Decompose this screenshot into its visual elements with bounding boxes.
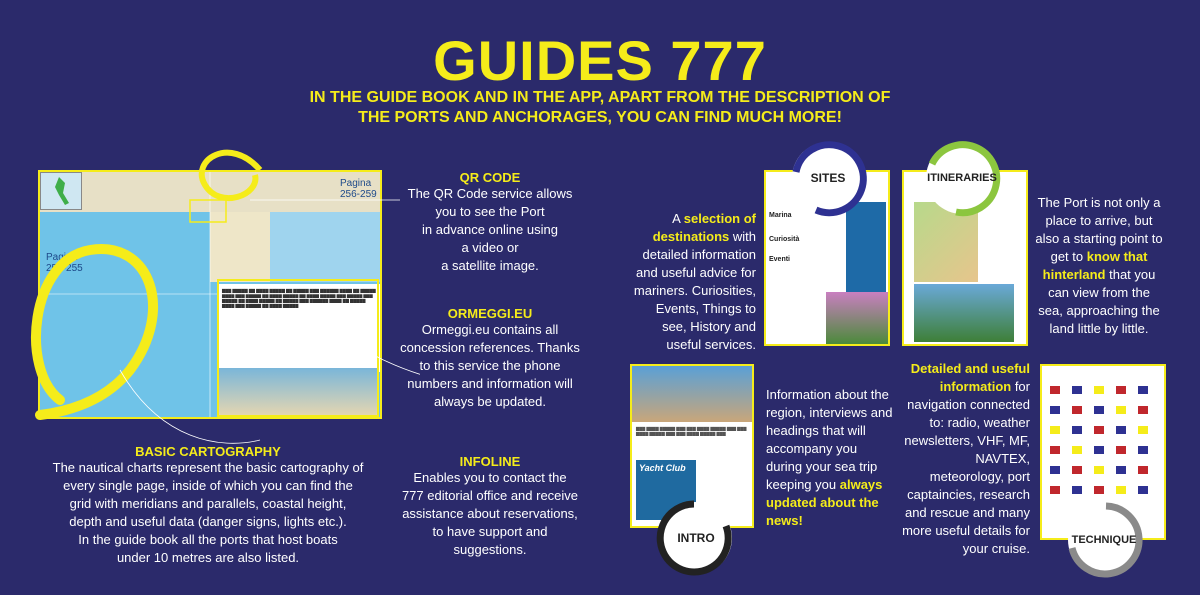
ormeggi-section xyxy=(385,306,595,411)
infoline-line: Enables you to contact the xyxy=(413,470,567,485)
cartography-line: In the guide book all the ports that host boats xyxy=(78,532,338,547)
itineraries-badge: ITINERARIES xyxy=(927,172,997,184)
qr-line: The QR Code service allows xyxy=(407,186,573,201)
cartography-line: every single page, inside of which you can find the xyxy=(63,478,353,493)
page-range: 254-255 xyxy=(46,263,83,274)
cartography-line: grid with meridians and parallels, coastal height, xyxy=(69,496,347,511)
cartography-line: The nautical charts represent the basic cartography of xyxy=(52,460,364,475)
qr-line: you to see the Port xyxy=(435,204,545,219)
ormeggi-line: Ormeggi.eu contains all xyxy=(421,322,559,337)
garden-photo xyxy=(826,292,888,344)
infoline-line: suggestions. xyxy=(453,542,527,557)
intro-badge: INTRO xyxy=(677,531,715,545)
infoline-section xyxy=(385,454,595,559)
intro-description: Information about the region, interviews and headings that will accompany you during your sea trip keeping you always updated about the news! xyxy=(766,387,893,528)
port-description-text: ▇▇▇ ▇▇▇▇▇ ▇▇ ▇▇▇▇ ▇▇▇▇▇ ▇▇ ▇▇▇▇▇ ▇▇▇ ▇▇▇▇▇▇ ▇▇▇▇ ▇▇ ▇▇▇▇▇ ▇▇▇▇ ▇▇▇ ▇▇▇▇▇ ▇▇ ▇▇▇▇ ▇▇▇▇▇ ▇▇ ▇▇▇▇ ▇▇▇▇▇ ▇▇▇ ▇▇▇▇▇ ▇▇▇ ▇▇▇▇▇ ▇▇ ▇▇▇▇ ▇▇▇▇▇ ▇▇ ▇▇▇▇▇ ▇▇▇ ▇▇▇▇▇▇ ▇▇▇▇ ▇▇ ▇▇▇▇▇ ▇▇▇▇ ▇▇▇ ▇▇▇▇▇ ▇▇ ▇▇▇▇ ▇▇▇▇▇ xyxy=(218,284,380,372)
intro-page-thumbnail: ▇▇▇ ▇▇▇▇ ▇▇▇▇▇ ▇▇▇ ▇▇▇ ▇▇▇▇ ▇▇▇▇▇ ▇▇▇ ▇▇▇ ▇▇▇▇ ▇▇▇▇▇ ▇▇▇ ▇▇▇ ▇▇▇▇ ▇▇▇▇▇ ▇▇▇ Yacht Club xyxy=(630,364,754,528)
infoline-line: 777 editorial office and receive xyxy=(401,488,579,503)
landscape-photo xyxy=(914,284,1014,342)
sites-description: A selection of destinations with detailed information and useful advice for mariners. Curiosities, Events, Things to see, History and useful services. xyxy=(633,211,756,352)
page-word: Curiosità xyxy=(769,236,800,243)
yacht-club-box: Yacht Club xyxy=(636,460,696,520)
qr-code-section xyxy=(390,170,590,275)
page-label: Pagina xyxy=(340,178,372,189)
page-label: Pagina xyxy=(46,252,78,263)
ormeggi-line: concession references. Thanks xyxy=(400,340,580,355)
infoline-heading: INFOLINE xyxy=(459,454,521,469)
technique-description: Detailed and useful information for navigation connected to: radio, weather newsletters, VHF, MF, NAVTEX, meteorology, port captaincies, research and rescue and many more useful details for your cruise. xyxy=(902,361,1030,556)
qr-line: a satellite image. xyxy=(441,258,539,273)
subtitle-line-2: THE PORTS AND ANCHORAGES, YOU CAN FIND MUCH MORE! xyxy=(358,109,842,126)
page-word: Marina xyxy=(769,212,792,219)
qr-line: in advance online using xyxy=(422,222,558,237)
ormeggi-line: to this service the phone xyxy=(419,358,561,373)
ormeggi-line: always be updated. xyxy=(433,394,547,409)
cartography-heading: BASIC CARTOGRAPHY xyxy=(135,444,281,459)
cartography-line: depth and useful data (danger signs, lights etc.). xyxy=(69,514,347,529)
page-subtitle xyxy=(0,88,1200,128)
ormeggi-heading: ORMEGGI.EU xyxy=(447,306,533,321)
sites-badge: SITES xyxy=(810,171,846,185)
cartography-line: under 10 metres are also listed. xyxy=(116,550,300,565)
itineraries-description: The Port is not only a place to arrive, but also a starting point to get to know that hinterland that you can view from the sea, approaching the land little by little. xyxy=(1035,195,1163,336)
subtitle-line-1: IN THE GUIDE BOOK AND IN THE APP, APART FROM THE DESCRIPTION OF xyxy=(309,89,891,106)
qr-code-heading: QR CODE xyxy=(459,170,521,185)
page-word: Eventi xyxy=(769,256,791,263)
page-title: GUIDES 777 xyxy=(433,29,767,92)
page-range: 256-259 xyxy=(340,189,377,200)
yellow-swirl-decoration xyxy=(0,140,420,460)
ormeggi-line: numbers and information will xyxy=(407,376,573,391)
infoline-line: to have support and xyxy=(432,524,548,539)
coast-photo xyxy=(632,366,752,422)
technique-badge: TECHNIQUE xyxy=(1071,534,1137,546)
infoline-line: assistance about reservations, xyxy=(402,506,578,521)
cartography-section xyxy=(28,444,388,567)
qr-line: a video or xyxy=(461,240,519,255)
